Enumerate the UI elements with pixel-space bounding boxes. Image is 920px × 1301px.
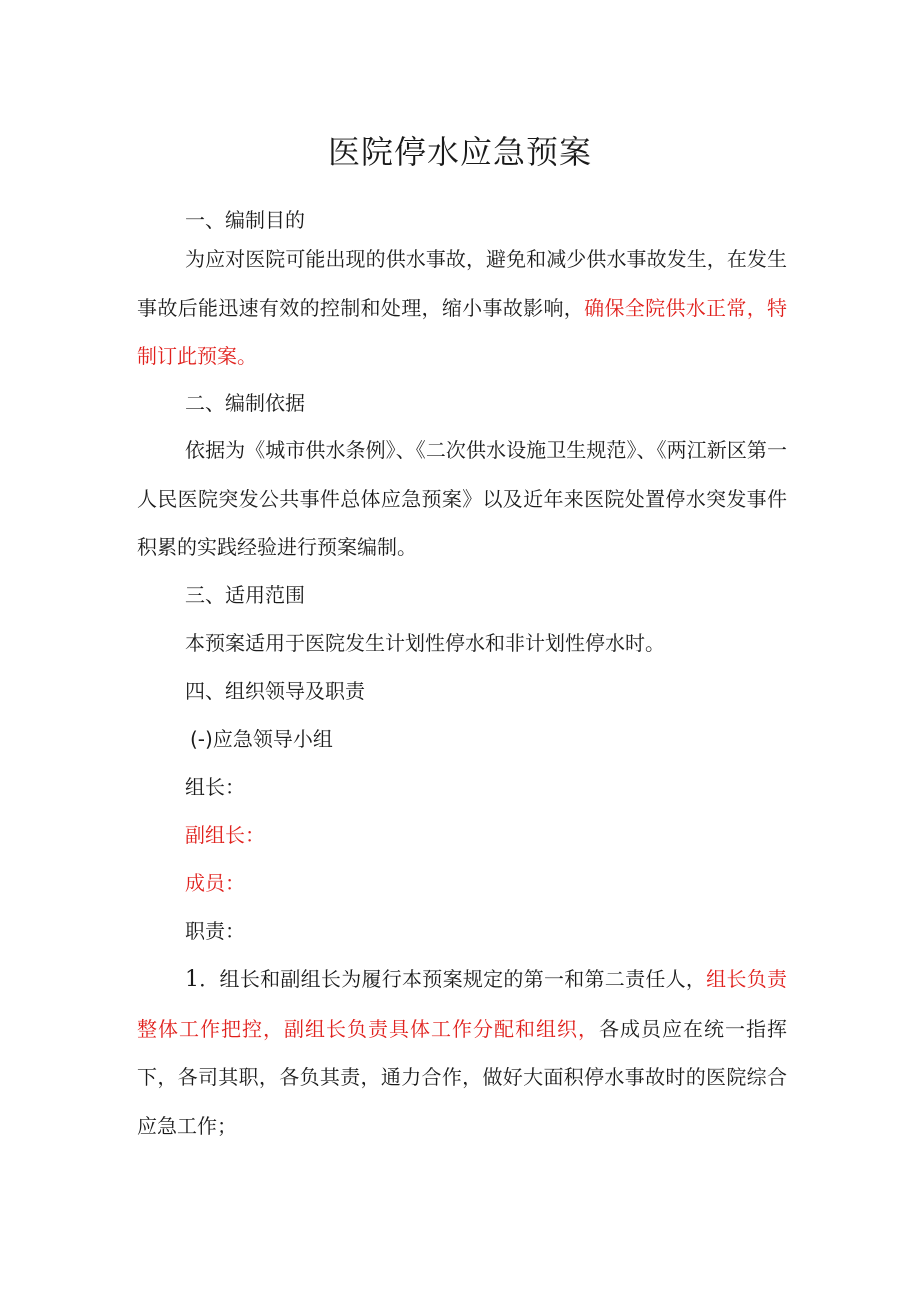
basis-paragraph: 依据为《城市供水条例》、《二次供水设施卫生规范》、《两江新区第一人民医院突发公共事件总体应急预案》以及近年来医院处置停水突发事件积累的实践经验进行预案编制。 xyxy=(137,438,787,559)
section-heading-basis: 二、编制依据 xyxy=(185,391,305,415)
purpose-text: 为应对医院可能出现的供水事故，避免和减少供水事故发生，在发生事故后能迅速有效的控制和处理，缩小事故影响， xyxy=(137,247,787,320)
duty-item-1-text-continued: 各成员应在统一指挥下，各司其职，各负其责，通力合作，做好大面积停水事故时的医院综合应急工作； xyxy=(137,1016,787,1138)
duty-item-1-number: 1 xyxy=(185,967,199,992)
section-heading-purpose: 一、编制目的 xyxy=(185,208,305,232)
duties-label: 职责： xyxy=(185,919,245,943)
document-title: 医院停水应急预案 xyxy=(327,133,592,171)
purpose-paragraph xyxy=(137,235,787,381)
subsection-heading-leadership-group: (-)应急领导小组 xyxy=(190,727,333,751)
section-heading-scope: 三、适用范围 xyxy=(185,583,305,607)
leader-label: 组长： xyxy=(185,775,245,799)
duty-item-1 xyxy=(137,955,787,1150)
duty-item-1-text: ．组长和副组长为履行本预案规定的第一和第二责任人， xyxy=(199,967,707,991)
purpose-text-highlight: 确保全院供水正常，特制订此预案。 xyxy=(137,295,788,368)
duty-item-1-highlight: 组长负责整体工作把控，副组长负责具体工作分配和组织， xyxy=(137,967,787,1041)
deputy-leader-label: 副组长： xyxy=(185,823,265,847)
scope-paragraph: 本预案适用于医院发生计划性停水和非计划性停水时。 xyxy=(185,631,665,655)
section-heading-organization: 四、组织领导及职责 xyxy=(185,679,365,703)
members-label: 成员： xyxy=(185,871,245,895)
